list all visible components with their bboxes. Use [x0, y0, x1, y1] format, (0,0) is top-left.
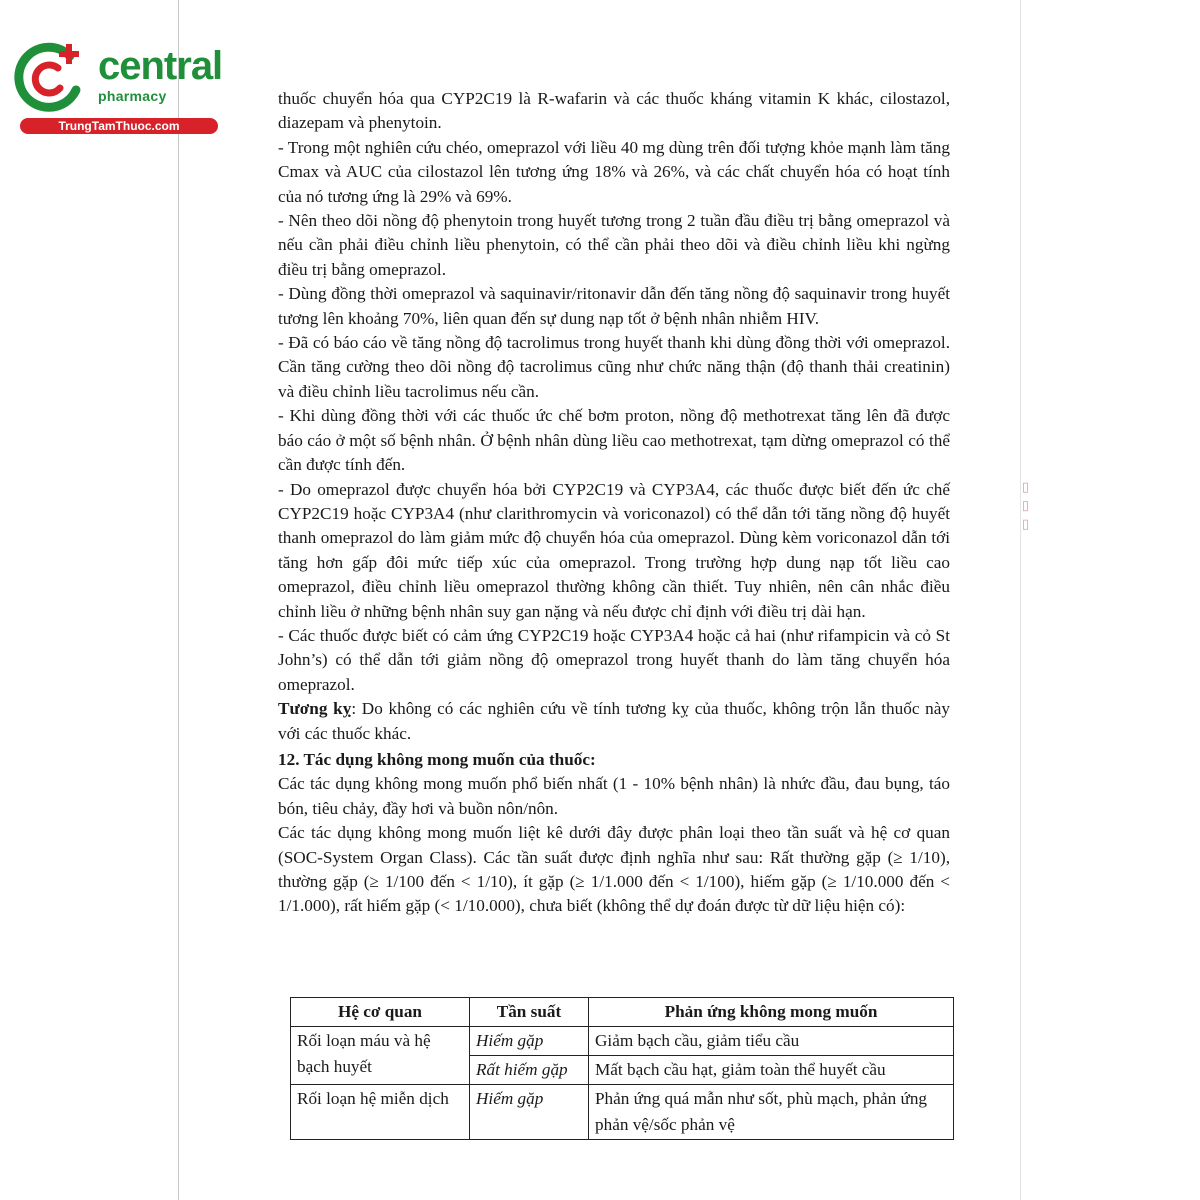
section-heading: 12. Tác dụng không mong muốn của thuốc:	[278, 749, 596, 769]
page-edge-left	[178, 0, 179, 1200]
table-cell-reaction: Phản ứng quá mẫn như sốt, phù mạch, phản ứng phản vệ/sốc phản vệ	[589, 1085, 954, 1140]
brand-subtitle: pharmacy	[98, 88, 167, 104]
pharmacy-cross-logo-icon	[10, 38, 90, 116]
table-cell-frequency: Hiếm gặp	[470, 1027, 589, 1056]
column-header: Phản ứng không mong muốn	[589, 998, 954, 1027]
table-row	[291, 1085, 954, 1140]
column-header: Hệ cơ quan	[291, 998, 470, 1027]
paragraph: - Đã có báo cáo về tăng nồng độ tacrolimus trong huyết thanh khi dùng đồng thời với omeprazol. Cần tăng cường theo dõi nồng độ tacrolimus cũng như chức năng thận (độ thanh thải creatinin) và điều chỉnh liều tacrolimus nếu cần.	[278, 333, 950, 401]
table-cell-frequency: Rất hiếm gặp	[470, 1056, 589, 1085]
paragraph: thuốc chuyển hóa qua CYP2C19 là R-wafarin và các thuốc kháng vitamin K khác, cilostazol, diazepam và phenytoin.	[278, 89, 950, 133]
paragraph: - Trong một nghiên cứu chéo, omeprazol với liều 40 mg dùng trên đối tượng khỏe mạnh làm tăng Cmax và AUC của cilostazol lên tương ứng 18% và 26%, và các chất chuyển hóa có hoạt tính của nó tương ứng là 29% và 69%.	[278, 137, 950, 206]
compatibility-paragraph	[278, 697, 950, 746]
compatibility-text: : Do không có các nghiên cứu về tính tương kỵ của thuốc, không trộn lẫn thuốc này với các thuốc khác.	[278, 699, 950, 743]
paragraph: Các tác dụng không mong muốn phổ biến nhất (1 - 10% bệnh nhân) là nhức đầu, đau bụng, táo bón, tiêu chảy, đầy hơi và buồn nôn/nôn.	[278, 774, 950, 818]
brand-name: central	[98, 44, 223, 88]
paragraph: - Dùng đồng thời omeprazol và saquinavir/ritonavir dẫn đến tăng nồng độ saquinavir trong huyết tương lên khoảng 70%, liên quan đến sự dung nạp tốt ở bệnh nhân nhiễm HIV.	[278, 284, 950, 328]
paragraph: - Nên theo dõi nồng độ phenytoin trong huyết tương trong 2 tuần đầu điều trị bằng omeprazol và nếu cần phải điều chỉnh liều phenytoin, có thể cần phải theo dõi và điều chỉnh liều khi ngừng điều trị bằng omeprazol.	[278, 211, 950, 279]
paragraph: - Do omeprazol được chuyển hóa bởi CYP2C19 và CYP3A4, các thuốc được biết đến ức chế CYP2C19 hoặc CYP3A4 (như clarithromycin và voriconazol) có thể dẫn tới tăng nồng độ huyết thanh omeprazol do làm giảm mức độ chuyển hóa của omeprazol. Dùng kèm voriconazol dẫn tới tăng hơn gấp đôi mức tiếp xúc của omeprazol. Trong trường hợp dung nạp tốt liều cao omeprazol, điều chỉnh liều omeprazol thường không cần thiết. Tuy nhiên, nên cân nhắc điều chỉnh liều ở những bệnh nhân suy gan nặng và nếu được chỉ định với điều trị dài hạn.	[278, 479, 950, 621]
paragraph: Các tác dụng không mong muốn liệt kê dưới đây được phân loại theo tần suất và hệ cơ quan (SOC-System Organ Class). Các tần suất được định nghĩa như sau: Rất thường gặp (≥ 1/10), thường gặp (≥ 1/100 đến < 1/10), ít gặp (≥ 1/1.000 đến < 1/100), hiếm gặp (≥ 1/10.000 đến < 1/1.000), rất hiếm gặp (< 1/10.000), chưa biết (không thể dự đoán được từ dữ liệu hiện có):	[278, 823, 950, 916]
brand-domain-badge: TrungTamThuoc.com	[20, 118, 218, 134]
compatibility-label: Tương kỵ	[278, 699, 352, 719]
central-pharmacy-logo	[10, 36, 223, 136]
table-cell-frequency: Hiếm gặp	[470, 1085, 589, 1140]
table-row	[291, 1027, 954, 1056]
margin-stamp: ▯ ▯ ▯	[1019, 480, 1034, 533]
table-header-row	[291, 998, 954, 1027]
paragraph: - Các thuốc được biết có cảm ứng CYP2C19 hoặc CYP3A4 hoặc cả hai (như rifampicin và cỏ St John’s) có thể dẫn tới giảm nồng độ omeprazol trong huyết thanh do làm tăng chuyển hóa omeprazol.	[278, 625, 950, 694]
document-body	[278, 87, 950, 919]
table-cell-organ: Rối loạn hệ miễn dịch	[291, 1085, 470, 1140]
table-cell-reaction: Mất bạch cầu hạt, giảm toàn thể huyết cầu	[589, 1056, 954, 1085]
table-cell-reaction: Giảm bạch cầu, giảm tiểu cầu	[589, 1027, 954, 1056]
adverse-effects-table	[290, 997, 954, 1140]
column-header: Tần suất	[470, 998, 589, 1027]
table-cell-organ: Rối loạn máu và hệ bạch huyết	[291, 1027, 470, 1085]
paragraph: - Khi dùng đồng thời với các thuốc ức chế bơm proton, nồng độ methotrexat tăng lên đã được báo cáo ở một số bệnh nhân. Ở bệnh nhân dùng liều cao methotrexat, tạm dừng omeprazol có thể cần được tính đến.	[278, 406, 950, 475]
